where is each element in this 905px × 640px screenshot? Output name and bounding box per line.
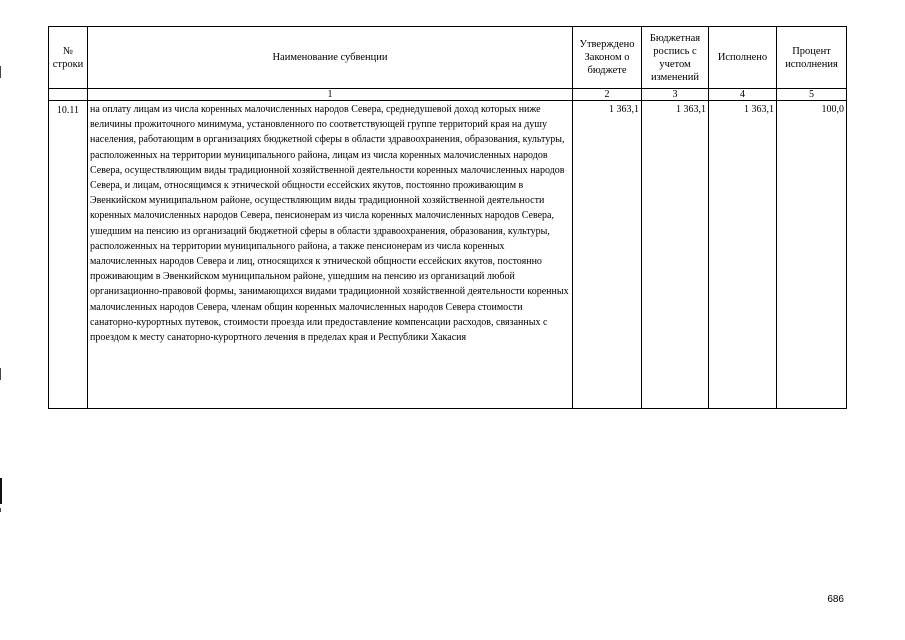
column-number-row: [49, 89, 847, 101]
scan-edge-marks: [0, 0, 4, 640]
header-row-number: № строки: [49, 27, 88, 89]
column-number: 4: [709, 89, 777, 101]
percent-value: 100,0: [777, 101, 847, 409]
approved-value: 1 363,1: [573, 101, 642, 409]
page-number: 686: [827, 594, 844, 605]
scan-mark: [0, 478, 2, 504]
scan-mark: [0, 508, 1, 512]
header-subvention-name: Наименование субвенции: [88, 27, 573, 89]
header-approved-by-law: Утверждено Законом о бюджете: [573, 27, 642, 89]
column-number-blank: [49, 89, 88, 101]
budget-value: 1 363,1: [642, 101, 709, 409]
header-executed: Исполнено: [709, 27, 777, 89]
row-number: 10.11: [49, 101, 88, 409]
executed-value: 1 363,1: [709, 101, 777, 409]
column-number: 5: [777, 89, 847, 101]
header-execution-percent: Процент исполнения: [777, 27, 847, 89]
table-header-row: [49, 27, 847, 89]
subvention-name: на оплату лицам из числа коренных малочисленных народов Севера, среднедушевой доход которых ниже величины прожиточного минимума, установленного по соответствующей группе территорий края на душу населения, работающим в организациях бюджетной сферы в области здравоохранения, образования, культуры, расположенных на территории муниципального района, лицам из числа коренных малочисленных народов Севера, осуществляющим виды традиционной хозяйственной деятельности коренных малочисленных народов Севера, и лицам, относящимся к этнической общности ессейских якутов, постоянно проживающим в Эвенкийском муниципальном районе, осуществляющим виды традиционной хозяйственной деятельности коренных малочисленных народов Севера, пенсионерам из числа коренных малочисленных народов Севера, ушедшим на пенсию из организаций бюджетной сферы в области здравоохранения, образования, культуры, расположенных на территории муниципального района, а также пенсионерам из числа коренных малочисленных народов Севера и лиц, относящихся к этнической общности ессейских якутов, постоянно проживающим в Эвенкийском муниципальном районе, ушедшим на пенсию из организаций любой организационно-правовой формы, занимающихся видами традиционной хозяйственной деятельности коренных малочисленных народов Севера, членам общин коренных малочисленных народов Севера стоимости санаторно-курортных путевок, стоимости проезда или предоставление компенсации расходов, связанных с проездом к месту санаторно-курортного лечения в пределах края и Республики Хакасия: [88, 101, 573, 409]
scan-mark: [0, 66, 1, 78]
scan-mark: [0, 368, 1, 380]
table-row: [49, 101, 847, 409]
subvention-table: [48, 26, 847, 409]
column-number: 1: [88, 89, 573, 101]
header-budget-schedule: Бюджетная роспись с учетом изменений: [642, 27, 709, 89]
column-number: 2: [573, 89, 642, 101]
column-number: 3: [642, 89, 709, 101]
